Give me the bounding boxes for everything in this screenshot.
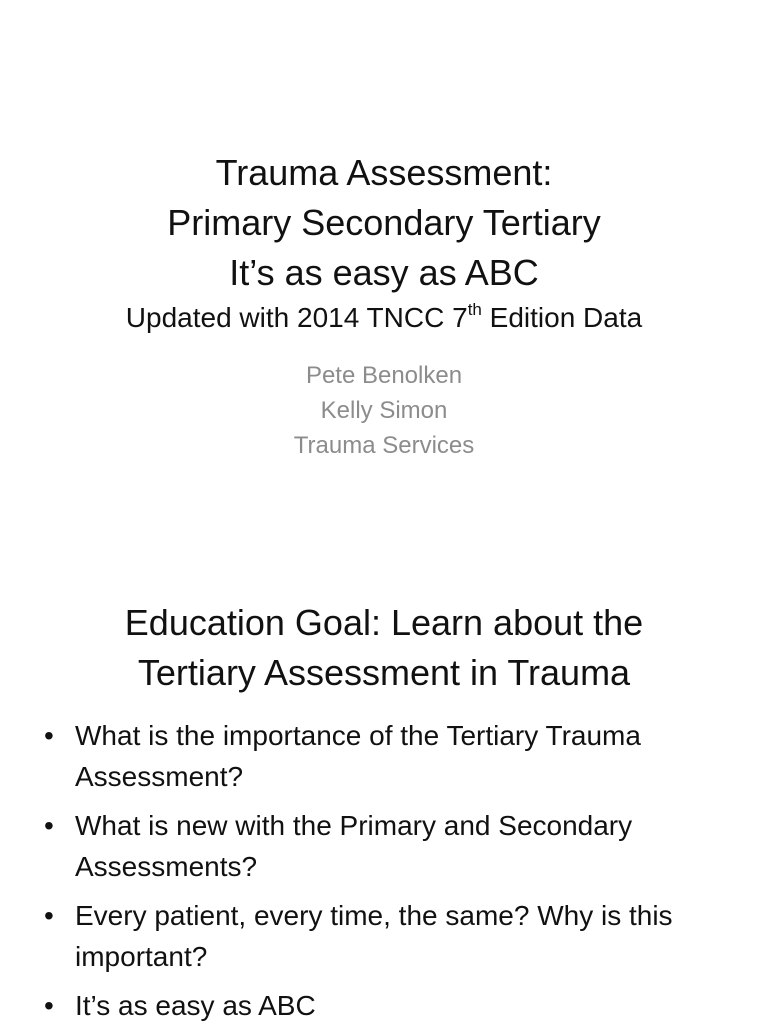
goal-bullet-list <box>44 715 734 1034</box>
title-line-2: Primary Secondary Tertiary <box>167 202 601 243</box>
list-item <box>44 985 734 1026</box>
author-line-1: Pete Benolken <box>305 362 463 389</box>
subtitle-text-before: Updated with 2014 TNCC 7 <box>125 302 468 333</box>
bullet-icon: • <box>44 810 54 841</box>
list-item <box>44 715 734 797</box>
author-list <box>0 358 768 463</box>
bullet-text: What is new with the Primary and Secondary Assessments? <box>75 810 633 882</box>
bullet-icon: • <box>44 720 54 751</box>
bullet-text: What is the importance of the Tertiary Trauma Assessment? <box>75 720 641 792</box>
author-line-2: Kelly Simon <box>320 397 448 424</box>
list-item <box>44 805 734 887</box>
title-slide <box>0 0 768 512</box>
subtitle-superscript: th <box>467 300 482 319</box>
goal-title <box>0 598 768 698</box>
title-line-3: It’s as easy as ABC <box>229 252 539 293</box>
bullet-text: It’s as easy as ABC <box>75 990 316 1021</box>
slide-subtitle <box>0 300 768 336</box>
author-line-3: Trauma Services <box>293 432 475 459</box>
bullet-icon: • <box>44 900 54 931</box>
goal-title-line-1: Education Goal: Learn about the <box>124 602 644 643</box>
goal-title-line-2: Tertiary Assessment in Trauma <box>137 652 631 693</box>
bullet-icon: • <box>44 990 54 1021</box>
slide-title <box>0 148 768 298</box>
list-item <box>44 895 734 977</box>
subtitle-text-after: Edition Data <box>481 302 643 333</box>
bullet-text: Every patient, every time, the same? Why is this important? <box>75 900 673 972</box>
title-line-1: Trauma Assessment: <box>215 152 553 193</box>
